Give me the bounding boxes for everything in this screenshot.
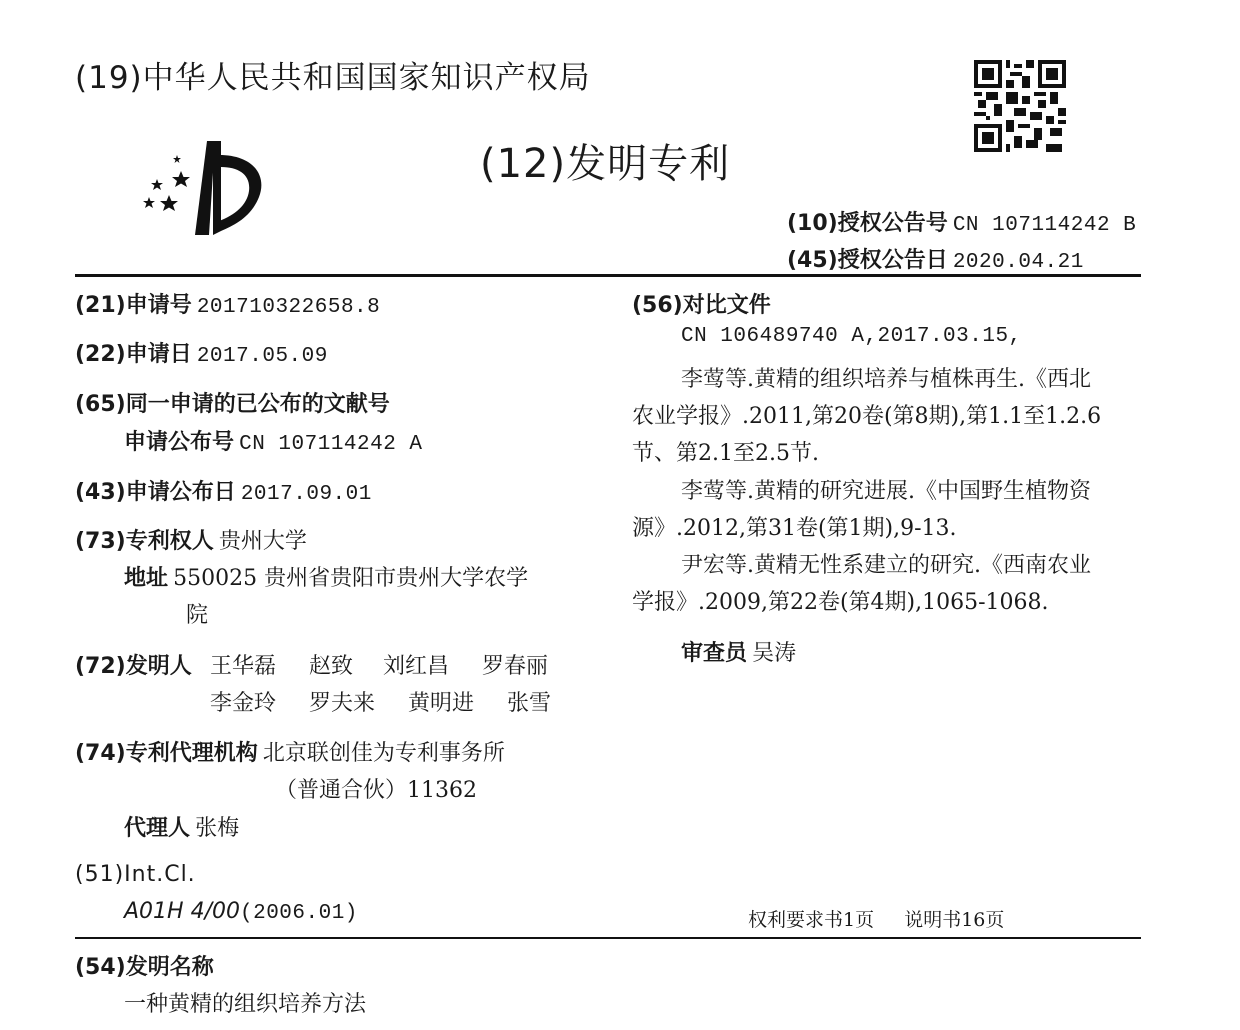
cited-reference-line: 节、第2.1至2.5节.	[632, 441, 819, 466]
application-publication-date-row	[75, 475, 372, 506]
address-label: 地址	[124, 566, 169, 591]
description-page-count: 说明书16页	[904, 909, 1005, 931]
examiner-label: 审查员	[681, 641, 748, 666]
document-type: (12)发明专利	[480, 141, 731, 187]
inventors-label: (72)发明人	[75, 654, 192, 679]
patentee-name: 贵州大学	[218, 529, 307, 554]
agency-name: 北京联创佳为专利事务所	[262, 741, 505, 766]
address-line-2: 院	[186, 603, 209, 628]
application-date: 2017.05.09	[196, 345, 328, 368]
examiner-name: 吴涛	[752, 641, 797, 666]
application-date-row	[75, 337, 328, 368]
publication-number-row	[787, 206, 1136, 237]
agent-label: 代理人	[124, 816, 191, 841]
application-date-label: (22)申请日	[75, 342, 192, 367]
invention-title-label: (54)发明名称	[75, 955, 214, 980]
agent-name: 张梅	[195, 816, 240, 841]
inventor-name: 黄明进	[408, 691, 475, 716]
int-cl-code: A01H 4/00	[124, 899, 240, 924]
address-line-1: 550025 贵州省贵阳市贵州大学农学	[173, 566, 529, 591]
patentee-label: (73)专利权人	[75, 529, 214, 554]
publication-date: 2020.04.21	[952, 251, 1084, 274]
cnipa-emblem-icon	[135, 135, 275, 240]
publication-number: CN 107114242 B	[952, 214, 1137, 237]
qr-code-icon	[974, 60, 1066, 152]
agent-row	[124, 811, 239, 842]
examiner-row	[681, 636, 796, 667]
application-number-row	[75, 288, 380, 319]
patentee-row	[75, 524, 307, 555]
cited-references-label: (56)对比文件	[632, 293, 771, 318]
application-publication-date: 2017.09.01	[240, 483, 372, 506]
application-number-label: (21)申请号	[75, 293, 192, 318]
publication-number-label: (10)授权公告号	[787, 211, 948, 236]
inventor-name: 刘红昌	[383, 654, 450, 679]
invention-title: 一种黄精的组织培养方法	[124, 992, 367, 1017]
int-cl-row	[124, 899, 358, 925]
int-cl-version: (2006.01)	[239, 902, 358, 925]
address-row	[124, 561, 528, 592]
cited-reference-line: 李莺等.黄精的组织培养与植株再生.《西北	[681, 367, 1091, 392]
agency-label: (74)专利代理机构	[75, 741, 258, 766]
prior-publication-number: CN 107114242 A	[239, 433, 423, 456]
inventor-name: 赵致	[309, 654, 354, 679]
agency-name-line-2: （普通合伙）11362	[275, 778, 477, 803]
prior-publication-sub-label: 申请公布号	[124, 430, 235, 455]
header-divider	[75, 274, 1141, 277]
cited-reference-line: 学报》.2009,第22卷(第4期),1065-1068.	[632, 590, 1049, 615]
publication-date-label: (45)授权公告日	[787, 248, 948, 273]
prior-publication-label: (65)同一申请的已公布的文献号	[75, 392, 390, 417]
bottom-divider	[75, 937, 1141, 939]
claims-page-count: 权利要求书1页	[748, 909, 875, 931]
cited-reference-line: 尹宏等.黄精无性系建立的研究.《西南农业	[681, 553, 1091, 578]
page-count	[748, 905, 1004, 932]
office-name: (19)中华人民共和国国家知识产权局	[75, 60, 591, 96]
cited-reference-line: CN 106489740 A,2017.03.15,	[681, 325, 1022, 348]
inventor-name: 罗夫来	[309, 691, 376, 716]
cited-reference-line: 农业学报》.2011,第20卷(第8期),第1.1至1.2.6	[632, 404, 1102, 429]
int-cl-label: (51)Int.Cl.	[75, 862, 196, 887]
inventor-name: 李金玲	[210, 691, 277, 716]
inventor-name: 罗春丽	[482, 654, 549, 679]
cited-reference-line: 李莺等.黄精的研究进展.《中国野生植物资	[681, 479, 1091, 504]
prior-publication-row	[124, 425, 423, 456]
agency-row	[75, 736, 505, 767]
inventor-name: 张雪	[507, 691, 552, 716]
application-publication-date-label: (43)申请公布日	[75, 480, 236, 505]
application-number: 201710322658.8	[196, 296, 381, 319]
inventor-name: 王华磊	[210, 654, 277, 679]
cited-reference-line: 源》.2012,第31卷(第1期),9-13.	[632, 516, 957, 541]
publication-date-row	[787, 243, 1084, 274]
